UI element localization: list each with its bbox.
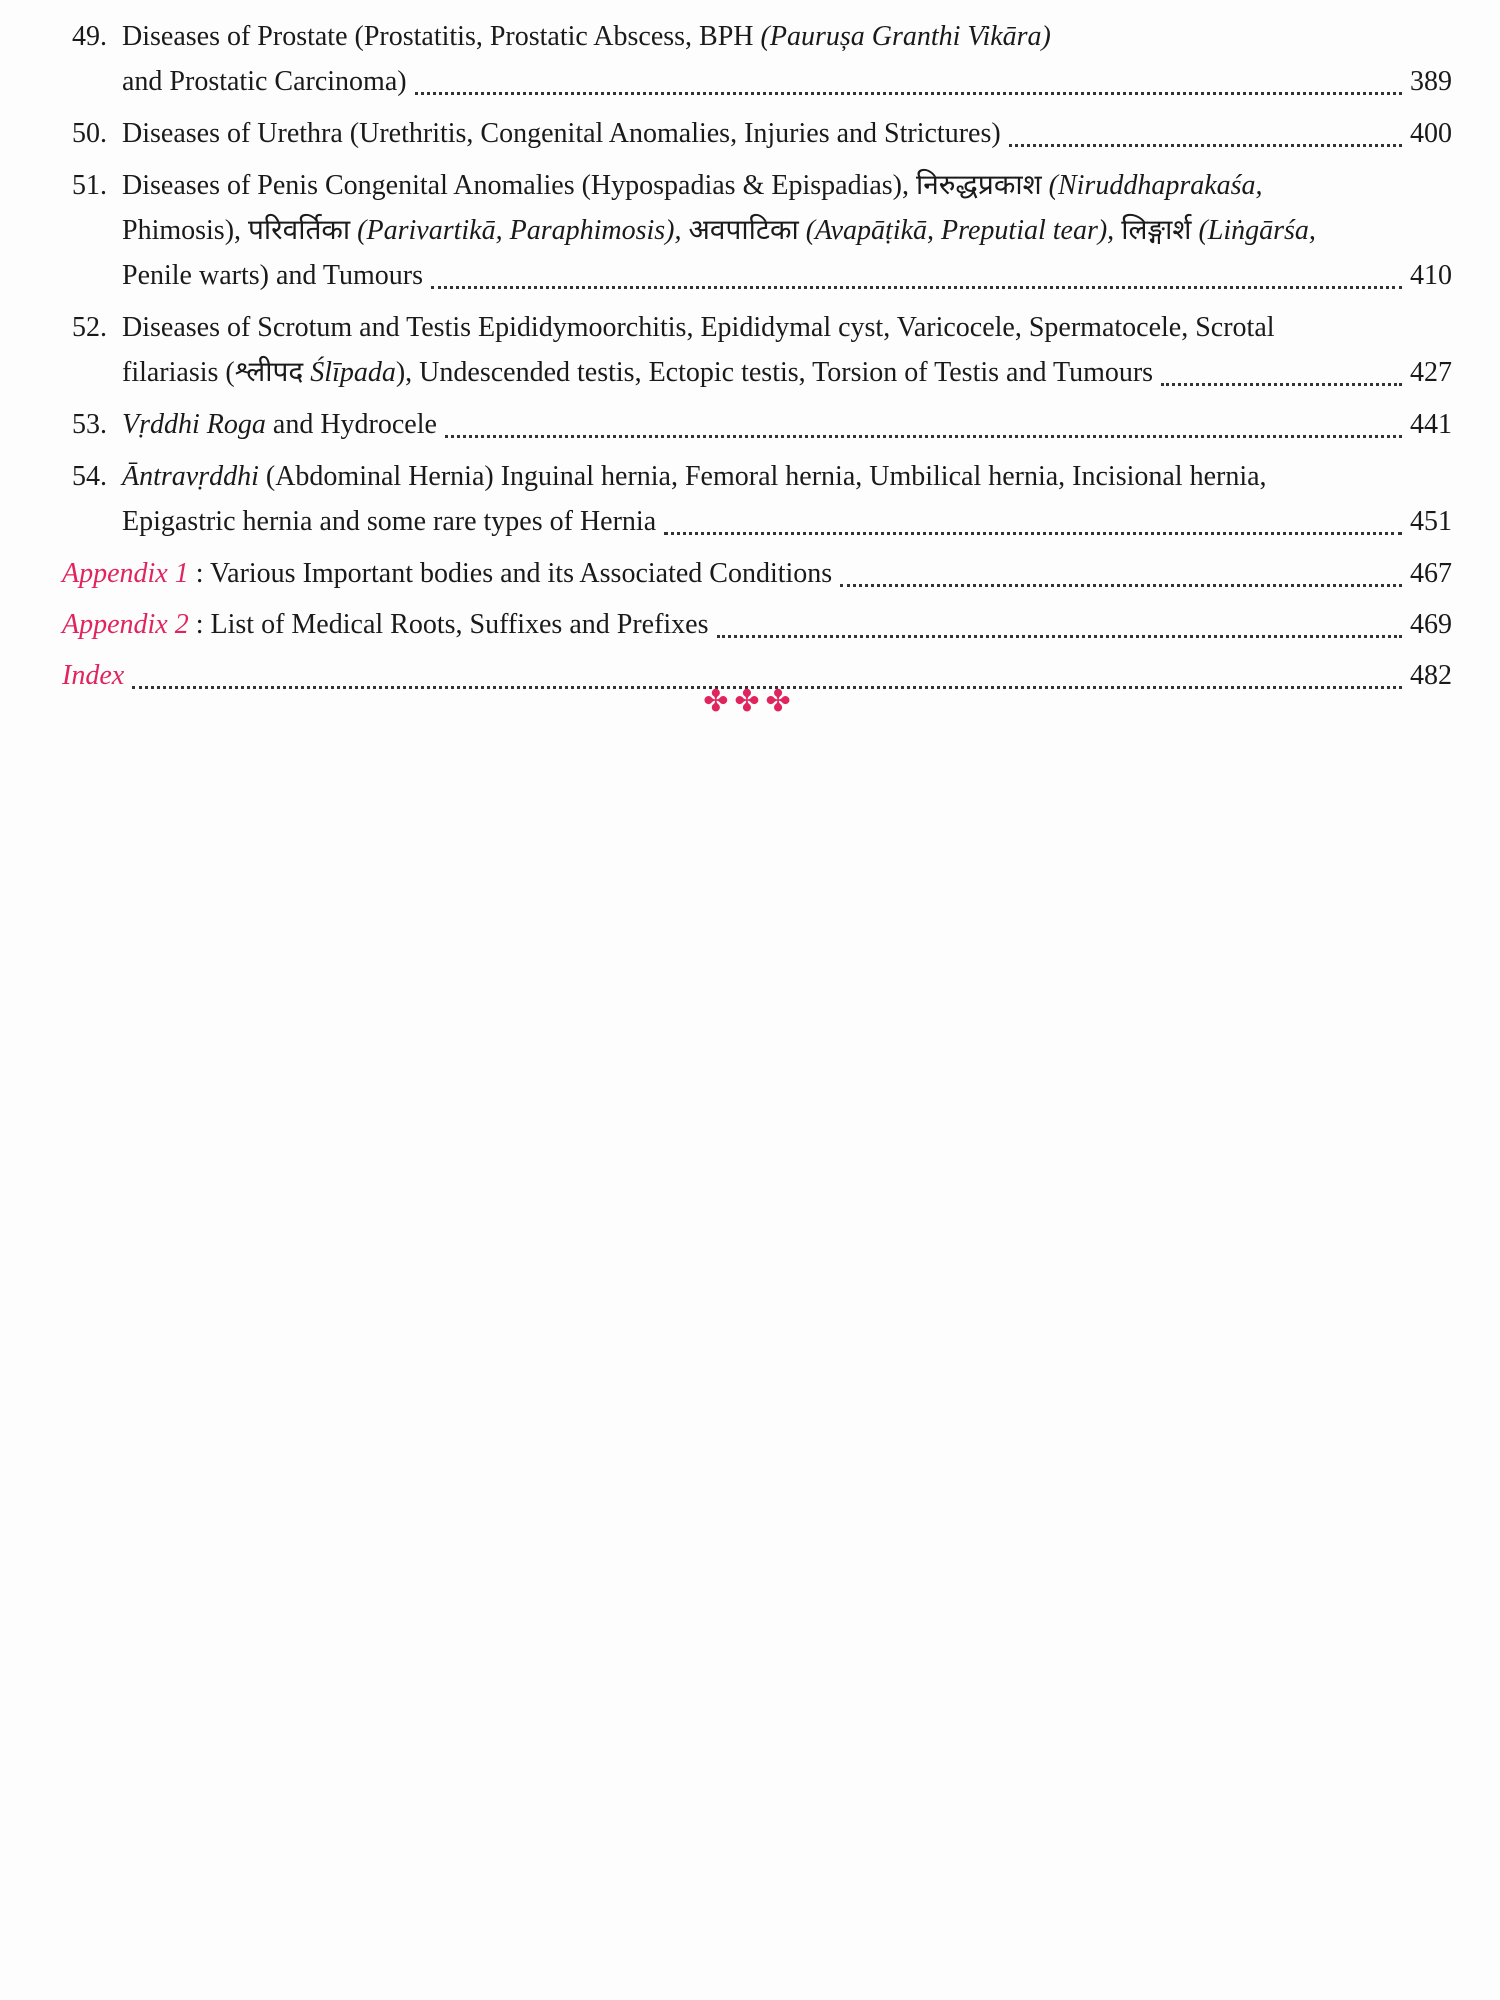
chapter-title-line <box>122 305 1452 350</box>
title-segment: and Hydrocele <box>265 409 437 440</box>
title-segment: (Liṅgārśa, <box>1198 215 1316 246</box>
page-number: 469 <box>1410 609 1452 640</box>
appendix-title <box>62 602 709 647</box>
title-segment: (Abdominal Hernia) Inguinal hernia, Femoral hernia, Umbilical hernia, Incisional hernia, <box>258 461 1267 492</box>
dot-leader <box>840 584 1402 587</box>
toc-entry <box>62 14 1452 104</box>
chapter-title-text <box>122 111 1001 156</box>
title-segment: Vṛddhi Roga <box>122 409 266 440</box>
chapter-number: 53. <box>72 409 107 440</box>
dot-leader <box>1009 144 1402 147</box>
title-segment: and Prostatic Carcinoma) <box>122 66 407 97</box>
title-segment: (Paurușa Granthi Vikāra) <box>760 21 1051 52</box>
dot-leader <box>717 635 1402 638</box>
chapter-title-text <box>122 402 437 447</box>
chapter-title-line <box>122 59 1452 104</box>
page-number: 467 <box>1410 558 1452 589</box>
appendix-label: Appendix 2 <box>62 609 189 640</box>
title-segment: Phimosis), परिवर्तिका <box>122 215 358 246</box>
page-number: 441 <box>1410 409 1452 440</box>
title-segment: Diseases of Penis Congenital Anomalies (Hypospadias & Epispadias), निरुद्धप्रकाश <box>122 170 1049 201</box>
chapter-title-line <box>122 208 1452 253</box>
chapter-title-line <box>122 14 1452 59</box>
title-segment: Diseases of Urethra (Urethritis, Congenital Anomalies, Injuries and Strictures) <box>122 118 1001 149</box>
chapter-title-text <box>122 21 1051 52</box>
toc-entry <box>62 111 1452 156</box>
page-number: 410 <box>1410 260 1452 291</box>
chapter-title-line <box>122 454 1452 499</box>
chapter-title-text <box>122 215 1316 246</box>
chapter-title-text <box>122 253 423 298</box>
chapter-title-line <box>122 499 1452 544</box>
chapter-number: 52. <box>72 312 107 343</box>
title-segment: Penile warts) and Tumours <box>122 260 423 291</box>
title-segment: अवपाटिका <box>681 215 806 246</box>
title-segment: ), Undescended testis, Ectopic testis, Torsion of Testis and Tumours <box>395 357 1154 388</box>
chapter-title-line <box>122 111 1452 156</box>
dot-leader <box>445 435 1402 438</box>
toc-entry <box>62 305 1452 395</box>
chapter-title-text <box>122 499 656 544</box>
chapter-title-text <box>122 312 1275 343</box>
title-segment: (Parivartikā, Paraphimosis), <box>357 215 682 246</box>
appendix-title <box>62 551 832 596</box>
chapter-title-line <box>122 253 1452 298</box>
appendix-separator: : <box>188 609 211 640</box>
appendix-text: List of Medical Roots, Suffixes and Prefixes <box>210 609 709 640</box>
title-segment: Diseases of Scrotum and Testis Epididymoorchitis, Epididymal cyst, Varicocele, Spermatocele, Scrotal <box>122 312 1275 343</box>
toc-entry <box>62 454 1452 544</box>
chapter-title-text <box>122 59 407 104</box>
appendix-entry <box>62 602 1452 647</box>
title-segment: Diseases of Prostate (Prostatitis, Prostatic Abscess, BPH <box>122 21 761 52</box>
dot-leader <box>431 286 1402 289</box>
chapter-title-text <box>122 461 1267 492</box>
chapter-number: 54. <box>72 461 107 492</box>
appendix-label: Index <box>62 660 125 691</box>
dot-leader <box>664 532 1402 535</box>
appendix-label: Appendix 1 <box>62 558 189 589</box>
title-segment: Epigastric hernia and some rare types of Hernia <box>122 506 657 537</box>
chapter-number: 51. <box>72 170 107 201</box>
chapter-number: 50. <box>72 118 107 149</box>
appendix-separator: : <box>188 558 211 589</box>
appendix-text: Various Important bodies and its Associated Conditions <box>210 558 833 589</box>
dot-leader <box>1161 383 1402 386</box>
dot-leader <box>415 92 1402 95</box>
chapter-title-line <box>122 402 1452 447</box>
toc-entry <box>62 163 1452 298</box>
ornament-divider: ✤✤✤ <box>703 684 797 719</box>
chapter-title-text <box>122 350 1153 395</box>
chapter-title-text <box>122 170 1263 201</box>
appendix-entry <box>62 551 1452 596</box>
chapter-title-line <box>122 350 1452 395</box>
chapter-number: 49. <box>72 21 107 52</box>
title-segment: Ślīpada <box>310 357 396 388</box>
title-segment: (Avapāṭikā, Preputial tear), <box>805 215 1115 246</box>
page-number: 482 <box>1410 660 1452 691</box>
title-segment: filariasis (श्लीपद <box>122 357 311 388</box>
title-segment: (Niruddhaprakaśa, <box>1048 170 1263 201</box>
page-number: 427 <box>1410 357 1452 388</box>
page-number: 389 <box>1410 66 1452 97</box>
title-segment: लिङ्गार्श <box>1114 215 1199 246</box>
table-of-contents <box>62 14 1452 704</box>
chapter-title-line <box>122 163 1452 208</box>
title-segment: Āntravṛddhi <box>122 461 259 492</box>
toc-entry <box>62 402 1452 447</box>
page-number: 451 <box>1410 506 1452 537</box>
page-number: 400 <box>1410 118 1452 149</box>
